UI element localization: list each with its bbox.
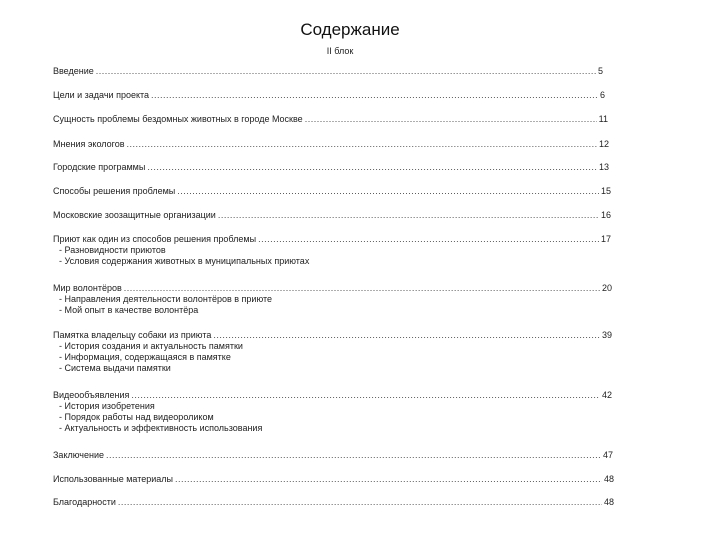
toc-subitem: - Разновидности приютов (59, 245, 166, 255)
toc-entry (53, 450, 613, 461)
toc-entry (53, 186, 611, 197)
toc-entry-page: 16 (600, 210, 611, 220)
toc-leader-dots (147, 162, 597, 173)
toc-entry-page: 39 (601, 330, 612, 340)
toc-entry-label: Памятка владельцу собаки из приюта (53, 330, 212, 340)
toc-entry-label: Городские программы (53, 162, 146, 172)
toc-entry (53, 390, 612, 434)
toc-entry-page: 48 (603, 497, 614, 507)
document-subtitle: II блок (326, 46, 354, 56)
toc-leader-dots (118, 497, 602, 508)
toc-entry-label: Способы решения проблемы (53, 186, 176, 196)
toc-entry-page: 15 (600, 186, 611, 196)
toc-entry-label: Видеообъявления (53, 390, 130, 400)
toc-entry-page: 12 (598, 139, 609, 149)
toc-entry-label: Заключение (53, 450, 104, 460)
toc-leader-dots (218, 210, 599, 221)
document-title: Содержание (300, 20, 400, 39)
toc-subitem: - История изобретения (59, 401, 155, 411)
toc-entry-label: Мнения экологов (53, 139, 125, 149)
toc-entry (53, 234, 611, 267)
toc-entry-label: Приют как один из способов решения проблемы (53, 234, 257, 244)
toc-leader-dots (258, 234, 599, 245)
toc-leader-dots (106, 450, 601, 461)
toc-entry (53, 139, 609, 150)
toc-entry-page: 5 (597, 66, 603, 76)
toc-entry-page: 17 (600, 234, 611, 244)
toc-leader-dots (131, 390, 600, 401)
toc-leader-dots (96, 66, 596, 77)
toc-entry-page: 11 (598, 114, 608, 124)
toc-entry (53, 66, 603, 77)
toc-entry (53, 497, 614, 508)
toc-entry (53, 474, 614, 485)
toc-entry (53, 90, 605, 101)
toc-subitem: - Система выдачи памятки (59, 363, 171, 373)
toc-entry-label: Введение (53, 66, 94, 76)
toc-subitem: - Порядок работы над видеороликом (59, 412, 214, 422)
toc-entry-label: Благодарности (53, 497, 116, 507)
toc-entry-page: 13 (598, 162, 609, 172)
toc-entry-page: 20 (601, 283, 612, 293)
toc-subitem: - Направления деятельности волонтёров в приюте (59, 294, 273, 304)
toc-entry (53, 210, 611, 221)
toc-entry (53, 283, 612, 316)
toc-leader-dots (127, 139, 597, 150)
toc-entry (53, 330, 612, 374)
toc-entry-label: Московские зоозащитные организации (53, 210, 216, 220)
toc-entry-label: Использованные материалы (53, 474, 174, 484)
toc-subitem: - Актуальность и эффективность использования (59, 423, 263, 433)
toc-entry-label: Сущность проблемы бездомных животных в городе Москве (53, 114, 303, 124)
toc-leader-dots (151, 90, 598, 101)
toc-leader-dots (177, 186, 599, 197)
toc-subitem: - История создания и актуальность памятки (59, 341, 243, 351)
toc-entry-page: 6 (599, 90, 605, 100)
toc-entry (53, 114, 608, 125)
toc-leader-dots (124, 283, 600, 294)
toc-entry (53, 162, 609, 173)
toc-entry-label: Цели и задачи проекта (53, 90, 150, 100)
toc-entry-page: 42 (601, 390, 612, 400)
toc-leader-dots (213, 330, 600, 341)
toc-subitem: - Условия содержания животных в муниципальных приютах (59, 256, 310, 266)
toc-entry-page: 48 (603, 474, 614, 484)
toc-entry-label: Мир волонтёров (53, 283, 122, 293)
toc-subitem: - Мой опыт в качестве волонтёра (59, 305, 199, 315)
toc-entry-page: 47 (602, 450, 613, 460)
toc-leader-dots (175, 474, 602, 485)
toc-leader-dots (305, 114, 597, 125)
toc-subitem: - Информация, содержащаяся в памятке (59, 352, 231, 362)
